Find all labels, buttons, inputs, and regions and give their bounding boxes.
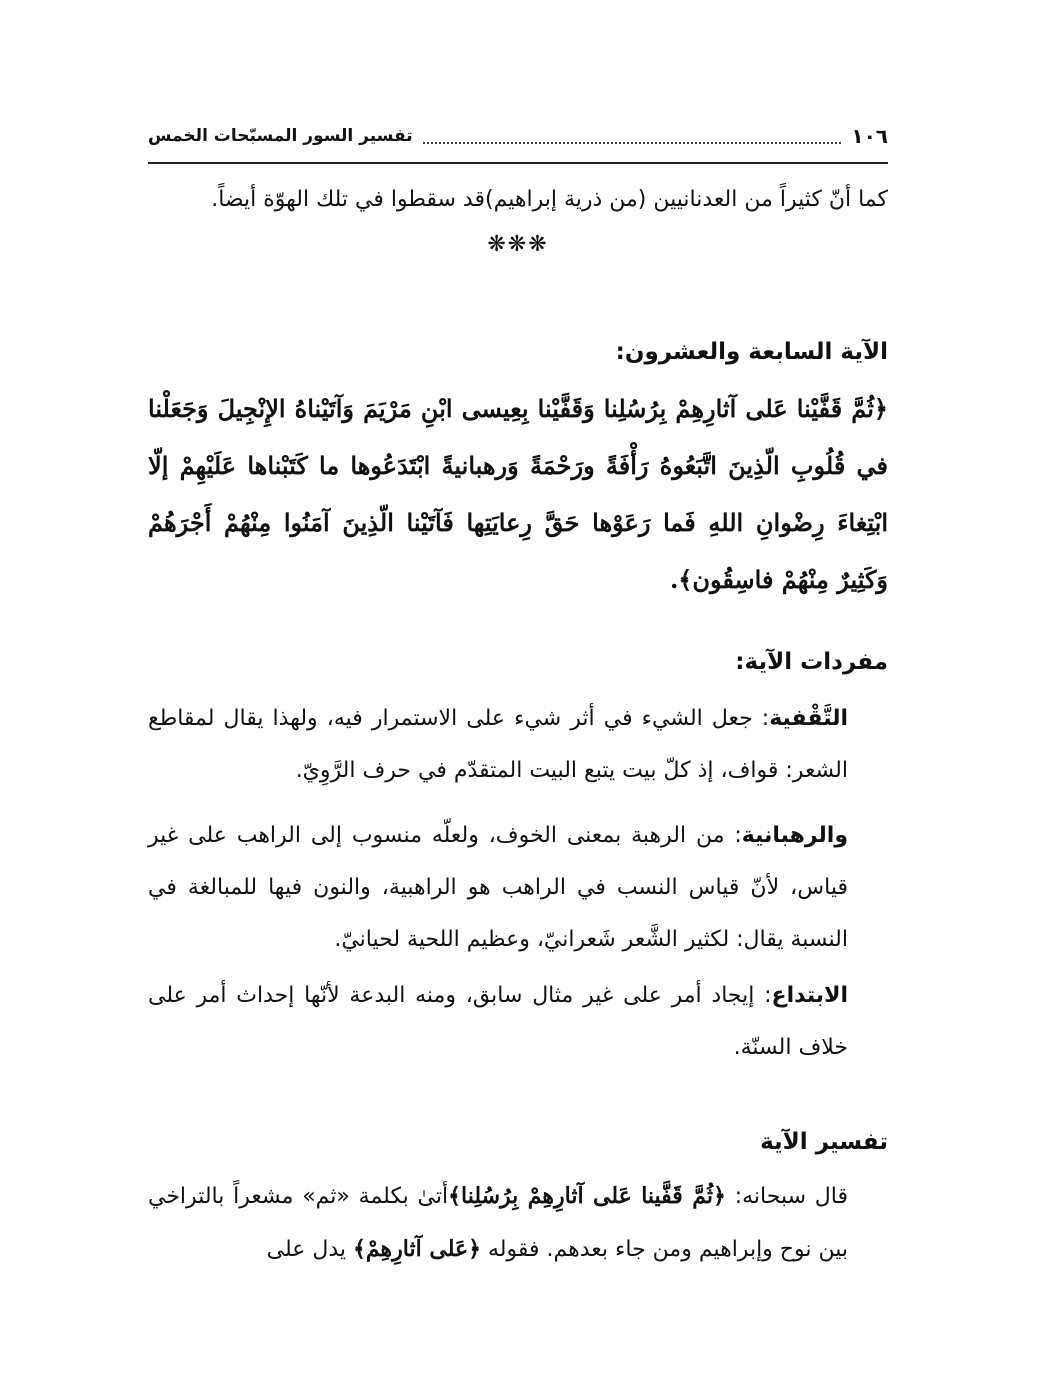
header-dotted-leader xyxy=(423,128,842,144)
page-header xyxy=(148,118,888,154)
vocab-term: الابتداع xyxy=(771,983,848,1008)
tafsir-prefix: قال سبحانه: xyxy=(725,1184,849,1209)
vocabulary-heading: مفردات الآية: xyxy=(735,649,888,675)
section-separator: ❋❋❋ xyxy=(487,232,549,257)
tafsir-text: أتىٰ بكلمة «ثم» مشعراً بالتراخي بين نوح وإبراهيم ومن جاء بعدهم. فقوله xyxy=(148,1184,848,1262)
tafsir-quote: ﴿عَلى آثارِهِمْ﴾ xyxy=(353,1236,482,1262)
tafsir-heading-block xyxy=(148,1116,888,1169)
vocab-definition: : جعل الشيء في أثر شيء على الاستمرار فيه، ولهذا يقال لمقاطع الشعر: قواف، إذ كلّ بيت يتبع البيت المتقدّم في حرف الرَّوِيّ. xyxy=(148,706,848,783)
vocabulary-heading-block xyxy=(148,636,888,689)
intro-text: كما أنّ كثيراً من العدنانيين (من ذرية إبراهيم)قد سقطوا في تلك الهوّة أيضاً. xyxy=(211,187,888,212)
tafsir-quote: ﴿ثُمَّ قَفَّينا عَلى آثارِهِمْ بِرُسُلِنا﴾ xyxy=(448,1183,726,1209)
vocab-entry xyxy=(148,693,888,797)
header-rule xyxy=(148,162,888,164)
vocab-term: التَّقْفية xyxy=(769,706,848,731)
vocab-entry xyxy=(148,970,888,1074)
tafsir-paragraph xyxy=(148,1170,888,1276)
intro-line xyxy=(148,174,888,226)
vocab-definition: : من الرهبة بمعنى الخوف، ولعلّه منسوب إلى الراهب على غير قياس، لأنّ قياس النسب في الراهب هو الراهبية، والنون فيها للمبالغة في النسبة يقال: لكثير الشَّعر شَعرانيّ، وعظيم اللحية لحيانيّ. xyxy=(148,823,848,952)
tafsir-heading: تفسير الآية xyxy=(760,1129,888,1155)
quran-verse xyxy=(148,380,888,608)
tafsir-suffix: يدل على xyxy=(266,1237,354,1262)
vocab-term: والرهبانية xyxy=(741,823,848,848)
verse-heading-block xyxy=(148,326,888,379)
verse-text: ﴿ثُمَّ قَفَّيْنا عَلى آثارِهِمْ بِرُسُلِنا وَقَفَّيْنا بِعِيسى ابْنِ مَرْيَمَ وَآتَيْناهُ الإِنْجِيلَ وَجَعَلْنا في قُلُوبِ الّذِينَ اتَّبَعُوهُ رَأْفَةً ورَحْمَةً وَرهبانيةً ابْتَدَعُوها ما كَتَبْناها عَلَيْهِمْ إلّا ابْتِغاءَ رِضْوانِ اللهِ فَما رَعَوْها حَقَّ رِعايَتِها فَآتَيْنا الّذِينَ آمَنُوا مِنْهُمْ أَجْرَهُمْ وَكَثِيرٌ مِنْهُمْ فاسِقُون﴾. xyxy=(148,394,888,594)
page-number: ١٠٦ xyxy=(851,124,888,148)
verse-heading: الآية السابعة والعشرون: xyxy=(615,339,888,365)
book-title: تفسير السور المسبّحات الخمس xyxy=(148,126,413,146)
vocab-definition: : إيجاد أمر على غير مثال سابق، ومنه البدعة لأنّها إحداث أمر على خلاف السنّة. xyxy=(148,983,848,1060)
vocab-entry xyxy=(148,810,888,966)
